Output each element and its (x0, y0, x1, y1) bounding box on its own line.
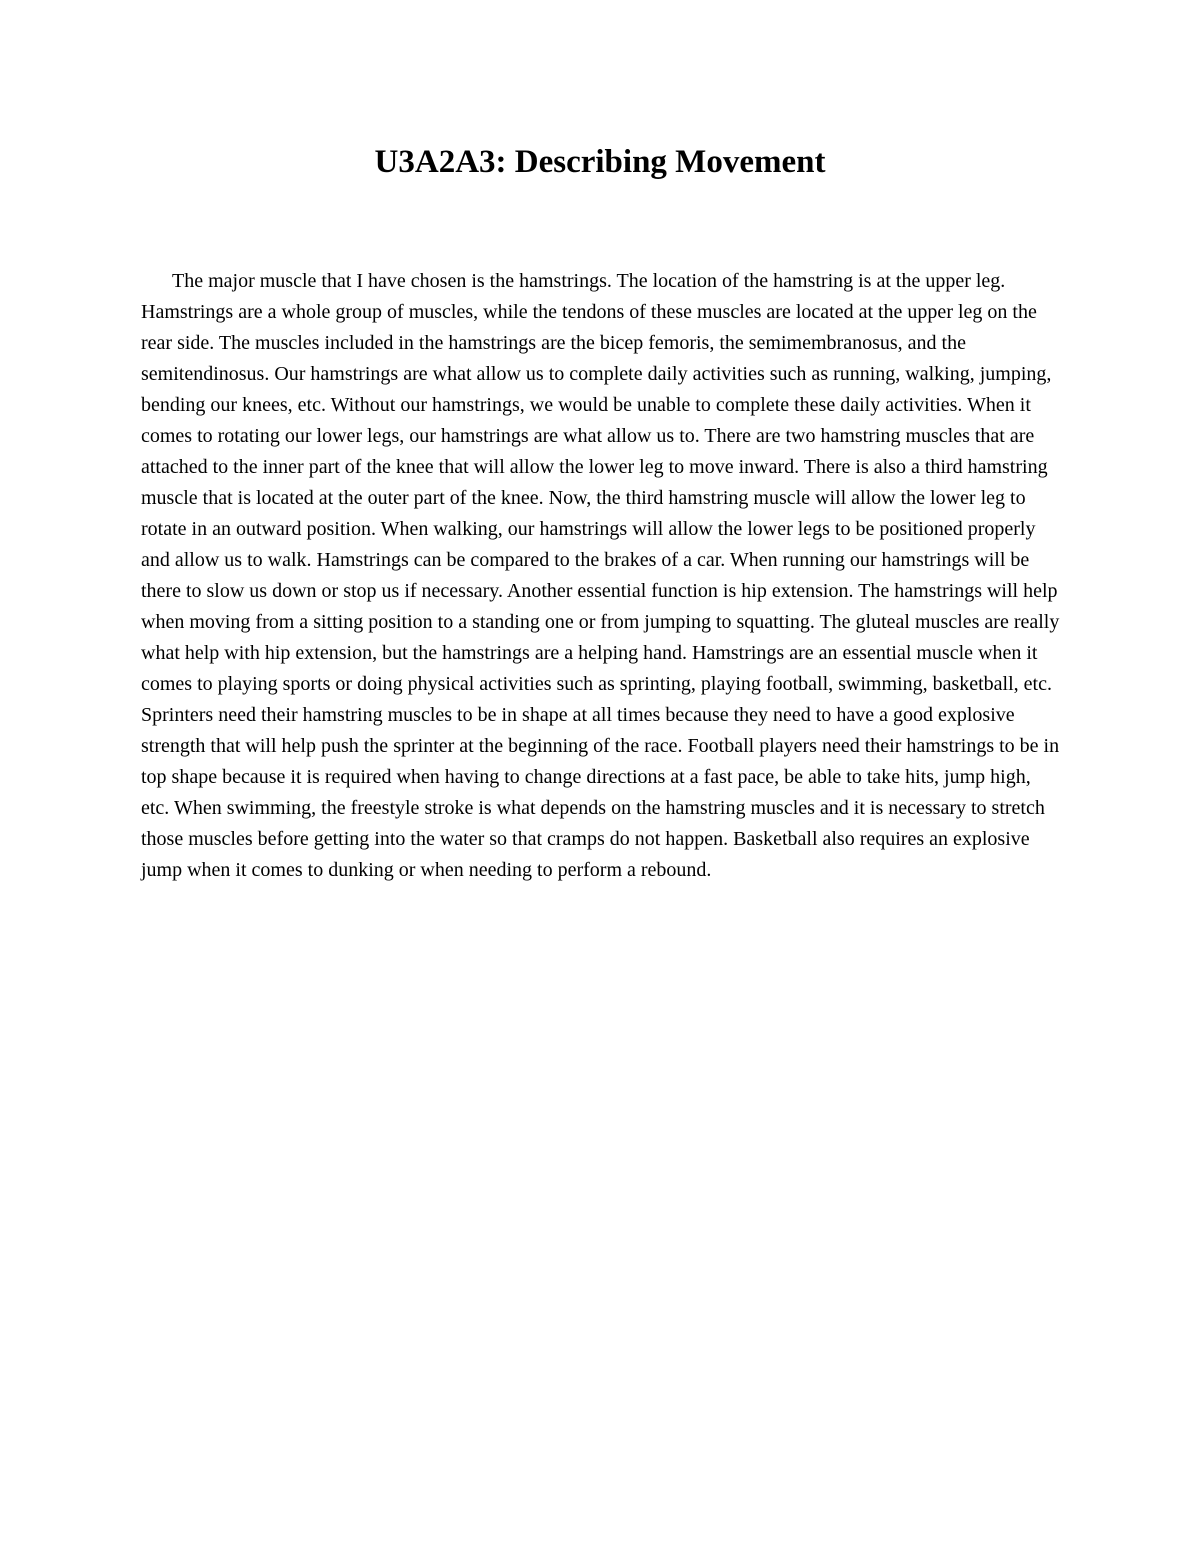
body-paragraph: The major muscle that I have chosen is the hamstrings. The location of the hamstring is at the upper leg. Hamstrings are a whole group of muscles, while the tendons of these muscles are located at the upper leg on the rear side. The muscles included in the hamstrings are the bicep femoris, the semimembranosus, and the semitendinosus. Our hamstrings are what allow us to complete daily activities such as running, walking, jumping, bending our knees, etc. Without our hamstrings, we would be unable to complete these daily activities. When it comes to rotating our lower legs, our hamstrings are what allow us to. There are two hamstring muscles that are attached to the inner part of the knee that will allow the lower leg to move inward. There is also a third hamstring muscle that is located at the outer part of the knee. Now, the third hamstring muscle will allow the lower leg to rotate in an outward position. When walking, our hamstrings will allow the lower legs to be positioned properly and allow us to walk. Hamstrings can be compared to the brakes of a car. When running our hamstrings will be there to slow us down or stop us if necessary. Another essential function is hip extension. The hamstrings will help when moving from a sitting position to a standing one or from jumping to squatting. The gluteal muscles are really what help with hip extension, but the hamstrings are a helping hand. Hamstrings are an essential muscle when it comes to playing sports or doing physical activities such as sprinting, playing football, swimming, basketball, etc. Sprinters need their hamstring muscles to be in shape at all times because they need to have a good explosive strength that will help push the sprinter at the beginning of the race. Football players need their hamstrings to be in top shape because it is required when having to change directions at a fast pace, be able to take hits, jump high, etc. When swimming, the freestyle stroke is what depends on the hamstring muscles and it is necessary to stretch those muscles before getting into the water so that cramps do not happen. Basketball also requires an explosive jump when it comes to dunking or when needing to perform a rebound. (141, 270, 1060, 881)
document-title: U3A2A3: Describing Movement (374, 144, 826, 180)
